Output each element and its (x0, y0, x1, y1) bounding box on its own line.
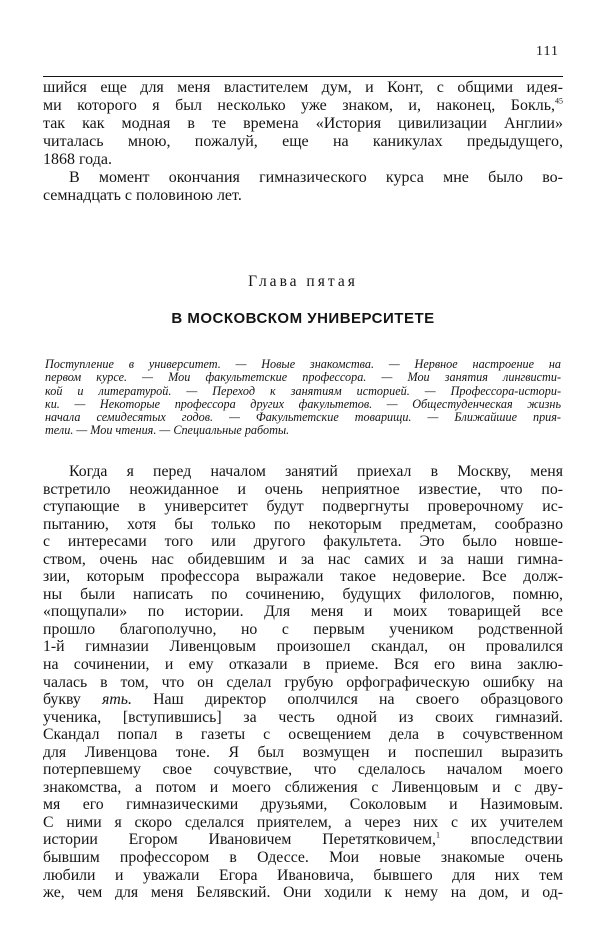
footnote-ref: 45 (555, 96, 563, 106)
chapter-summary (45, 358, 561, 438)
body-line: ученика, [вступившись] за честь одной из своих гимназий. (43, 708, 563, 726)
text-line: В момент окончания гимназического курса мне было во- (69, 169, 563, 186)
book-page (43, 30, 563, 910)
body-line: «пощупали» по истории. Для меня и моих товарищей все (43, 603, 563, 621)
footnote-ref: 1 (435, 831, 440, 841)
text-line: семнадцать с половиною лет. (43, 187, 242, 204)
text-line: 1868 года. (43, 151, 112, 168)
body-line: знакомства, а потом и моего сближения с Ливенцовым и с дву- (43, 778, 563, 796)
body-line: букву ять. Наш директор ополчился на своего образцового (43, 691, 564, 709)
body-line: Когда я перед началом занятий приехал в Москву, меня (69, 463, 563, 480)
summary-line: Поступление в университет. — Новые знакомства. — Нервное настроение на (45, 357, 561, 371)
body-line: пытанию, хотя бы только по некоторым предметам, сообразно (43, 515, 563, 533)
chapter-label: Глава пятая (248, 273, 358, 290)
summary-line: начала семидесятых годов. — Факультетские товарищи. — Ближайшие прия- (45, 410, 561, 425)
body-line: истории Егором Ивановичем Перетятковичем,$^1$ впоследствии (43, 831, 563, 849)
chapter-title: В МОСКОВСКОМ УНИВЕРСИТЕТЕ (171, 310, 435, 327)
text-line: шийся еще для меня властителем дум, и Конт, с общими идея- (43, 79, 563, 96)
body-line: Скандал попал в газеты с освещением дела в сочувственном (43, 726, 563, 744)
italic-letter-name: ять. (102, 691, 132, 709)
body-line: встретило неожиданное и очень неприятное известие, что по- (43, 480, 563, 498)
body-line: потерпевшему свое сочувствие, что сделалось началом моего (43, 761, 563, 779)
text-line: так как модная в те времена «История цивилизации Англии» (43, 115, 563, 132)
body-line: С ними я скоро сделался приятелем, а через них с их учителем (43, 813, 563, 831)
summary-line: кой и литературой. — Переход к занятиям историей. — Профессора-истори- (45, 383, 561, 398)
text-line: ми которого я был несколько уже знаком, и, наконец, Бокль,$^{45}$ (43, 96, 563, 114)
body-line: любили и уважали Егора Ивановича, бывшего для них тем (43, 866, 563, 884)
body-line: же, чем для меня Белявский. Они ходили к нему на дом, и од- (43, 884, 563, 902)
body-line: чалась в том, что он сделал грубую орфографическую ошибку на (43, 673, 563, 691)
previous-chapter-ending (43, 76, 563, 205)
body-line: зии, которым профессора выражали такое недоверие. Все долж- (43, 568, 563, 586)
body-line: 1-й гимназии Ливенцовым произошел скандал, он провалился (43, 638, 563, 656)
body-line: ством, очень нас обидевшим и за нас самих и за наши гимна- (43, 550, 563, 568)
body-line: на сочинении, и ему отказали в приеме. Вся его вина заклю- (43, 656, 563, 674)
body-line: мя его гимназическими друзьями, Соколовым и Назимовым. (43, 796, 563, 814)
text-line: читалась мною, пожалуй, еще на каникулах предыдущего, (43, 133, 563, 150)
body-line: с интересами того или другого факультета. Это было новше- (43, 533, 563, 551)
summary-line: тели. — Мои чтения. — Специальные работы. (45, 423, 290, 438)
body-line: прошло благополучно, но с первым учеником родственной (43, 620, 563, 638)
body-line: бывшим профессором в Одессе. Мои новые знакомые очень (43, 849, 563, 867)
body-line: ны были написать по сочинению, будущих филологов, помню, (43, 585, 563, 603)
body-line: для Ливенцова тоне. Я был возмущен и поспешил выразить (43, 743, 563, 761)
page-number: 111 (536, 44, 559, 59)
chapter-body (43, 463, 563, 902)
body-line: ступающие в университет будут подвергнуты проверочному ис- (43, 498, 563, 516)
summary-line: первом курсе. — Мои факультетские профессора. — Мои занятия лингвисти- (45, 370, 561, 385)
summary-line: ки. — Некоторые профессора других факультетов. — Общестуденческая жизнь (45, 396, 561, 411)
